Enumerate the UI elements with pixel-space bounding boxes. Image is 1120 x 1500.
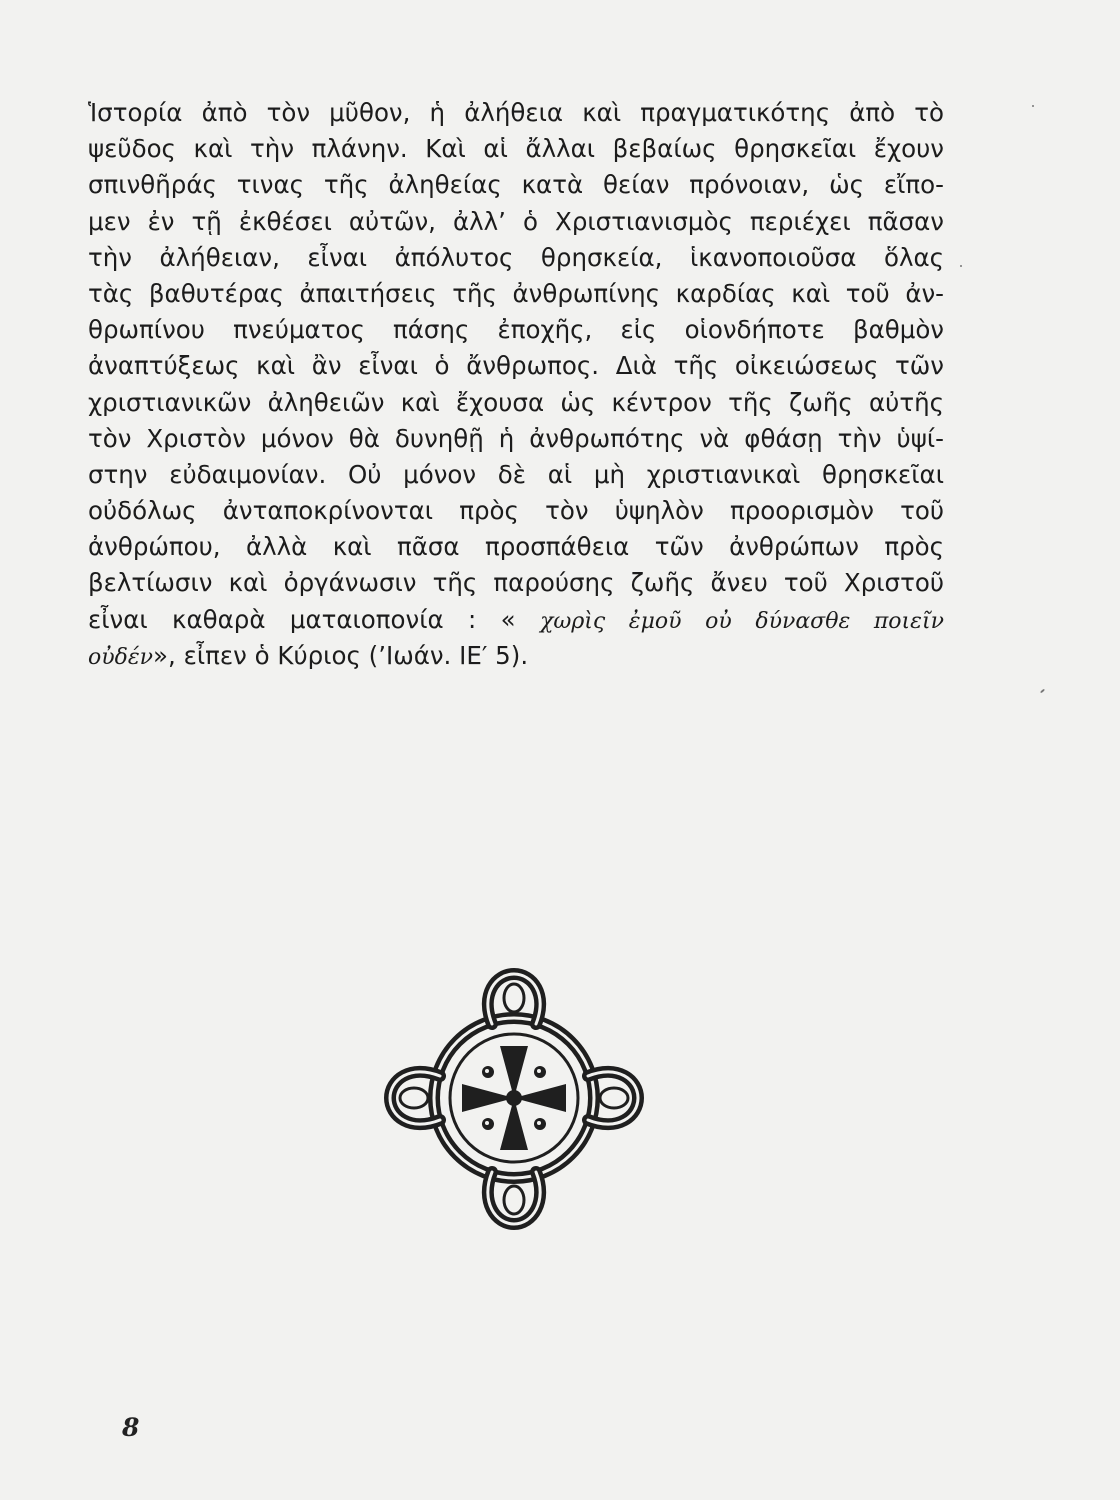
text-line-final bbox=[88, 638, 944, 674]
body-paragraph bbox=[88, 95, 944, 674]
paper-speck bbox=[1032, 105, 1034, 107]
text-line: θρωπίνου πνεύματος πάσης ἐποχῆς, εἰς οἱονδήποτε βαθμὸν bbox=[88, 315, 944, 345]
scripture-quote-part2: οὐδέν bbox=[88, 644, 154, 670]
paper-speck bbox=[960, 265, 962, 267]
paper-speck bbox=[1040, 689, 1045, 694]
text-line-with-quote bbox=[88, 602, 944, 638]
text-line: χριστιανικῶν ἀληθειῶν καὶ ἔχουσα ὡς κέντρον τῆς ζωῆς αὐτῆς bbox=[88, 387, 944, 417]
page-number: 8 bbox=[122, 1413, 140, 1442]
text-line: τὴν ἀλήθειαν, εἶναι ἀπόλυτος θρησκεία, ἱκανοποιοῦσα ὅλας bbox=[88, 242, 944, 272]
text-line: τὰς βαθυτέρας ἀπαιτήσεις τῆς ἀνθρωπίνης καρδίας καὶ τοῦ ἀν- bbox=[88, 278, 944, 308]
text-line: ἀνθρώπου, ἀλλὰ καὶ πᾶσα προσπάθεια τῶν ἀνθρώπων πρὸς bbox=[88, 532, 944, 562]
text-line: ψεῦδος καὶ τὴν πλάνην. Καὶ αἱ ἄλλαι βεβαίως θρησκεῖαι ἔχουν bbox=[88, 134, 944, 164]
text-line: μεν ἐν τῇ ἐκθέσει αὐτῶν, ἀλλ’ ὁ Χριστιανισμὸς περιέχει πᾶσαν bbox=[88, 206, 944, 236]
line-prefix: εἶναι καθαρὰ ματαιοπονία : « bbox=[88, 604, 516, 634]
text-line: τὸν Χριστὸν μόνον θὰ δυνηθῇ ἡ ἀνθρωπότης νὰ φθάσῃ τὴν ὑψί- bbox=[88, 423, 944, 453]
text-line: Ἱστορία ἀπὸ τὸν μῦθον, ἡ ἀλήθεια καὶ πραγματικότης ἀπὸ τὸ bbox=[88, 98, 944, 127]
text-line: οὐδόλως ἀνταποκρίνονται πρὸς τὸν ὑψηλὸν προορισμὸν τοῦ bbox=[88, 496, 944, 526]
citation: », εἶπεν ὁ Κύριος (’Ιωάν. ΙΕ′ 5). bbox=[153, 640, 529, 670]
scripture-quote-part1: χωρὶς ἐμοῦ οὐ δύνασθε ποιεῖν bbox=[540, 608, 944, 634]
text-line: στην εὐδαιμονίαν. Οὐ μόνον δὲ αἱ μὴ χριστιανικαὶ θρησκεῖαι bbox=[88, 459, 944, 489]
text-line: σπινθῆράς τινας τῆς ἀληθείας κατὰ θείαν πρόνοιαν, ὡς εἴπο- bbox=[88, 170, 944, 200]
text-line: βελτίωσιν καὶ ὀργάνωσιν τῆς παρούσης ζωῆς ἄνευ τοῦ Χριστοῦ bbox=[88, 568, 944, 598]
celtic-knot-cross-icon bbox=[384, 968, 644, 1232]
text-line: ἀναπτύξεως καὶ ἂν εἶναι ὁ ἄνθρωπος. Διὰ τῆς οἰκειώσεως τῶν bbox=[88, 351, 944, 381]
